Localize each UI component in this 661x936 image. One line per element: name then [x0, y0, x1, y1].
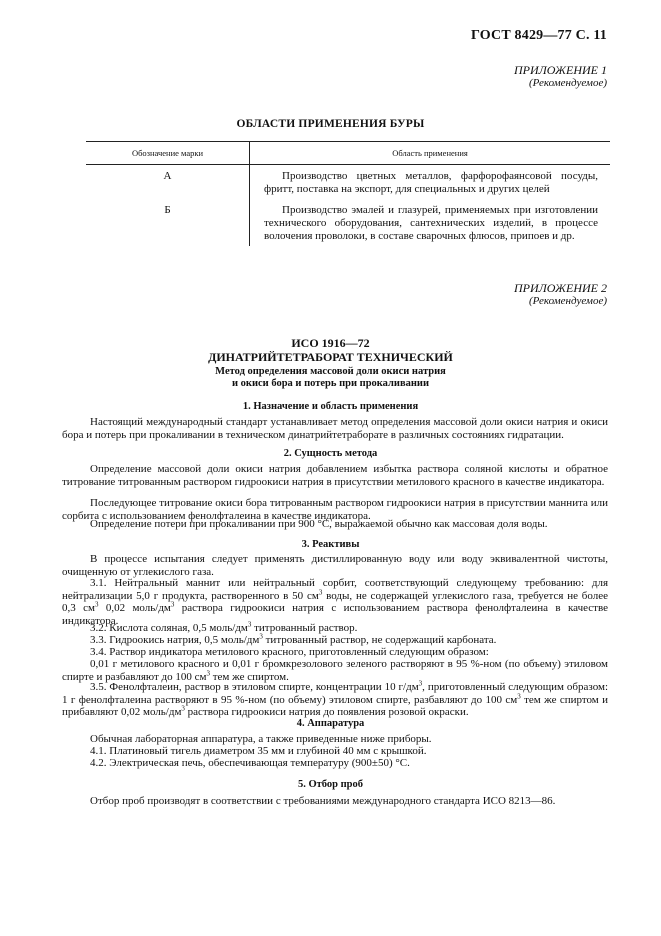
appendix-1-subtitle: (Рекомендуемое)	[528, 77, 607, 89]
column-header-use: Область применения	[392, 148, 468, 158]
section-3-title: 3. Реактивы	[301, 539, 360, 550]
section-3-intro: В процессе испытания следует применять дистиллированную воду или воду эквивалентной чистоты, очищенную от углекислого газа.	[62, 553, 608, 578]
table-header-row	[86, 142, 610, 164]
appendix-2-title: ПРИЛОЖЕНИЕ 2	[514, 281, 607, 295]
clause-4-2: 4.2. Электрическая печь, обеспечивающая температуру (900±50) °С.	[90, 757, 410, 769]
clause-3-4-text: 0,01 г метилового красного и 0,01 г бромкрезолового зеленого растворяют в 95 %-ном (по объему) этиловом спирте и разбавляют до 100 $см^3$ тем же спиртом.	[62, 658, 608, 683]
section-2-text-2: Последующее титрование окиси бора титрованным раствором гидроокиси натрия в присутствии маннита или сорбита с использованием фенолфталеина в качестве индикатора.	[62, 497, 608, 522]
iso-code: ИСО 1916—72	[291, 336, 370, 350]
clause-3-4: 3.4. Раствор индикатора метилового красного, приготовленный следующим образом:	[90, 646, 489, 658]
section-5-text: Отбор проб производят в соответствии с требованиями международного стандарта ИСО 8213—86.	[90, 795, 556, 807]
page-reference: ГОСТ 8429—77 С. 11	[470, 28, 607, 43]
borax-table	[86, 141, 610, 246]
clause-4-1: 4.1. Платиновый тигель диаметром 35 мм и глубиной 40 мм с крышкой.	[90, 745, 427, 757]
iso-standard-heading	[0, 336, 661, 364]
clause-3-1: 3.1. Нейтральный маннит или нейтральный сорбит, соответствующий следующему требованию: для нейтрализации 5,0 г продукта, растворенного в 50 $см^3$ воды, не содержащей углекислого газа, требуется не более 0,3 $см^3$ 0,02 моль/$дм^3$ раствора гидроокиси натрия с использованием раствора фенолфталеина в качестве индикатора.	[62, 577, 609, 627]
section-2-text-3: Определение потери при прокаливании при 900 °С, выражаемой обычно как массовая доля воды.	[90, 518, 548, 530]
appendix-1-label	[514, 64, 607, 90]
method-line-2: и окиси бора и потерь при прокаливании	[231, 378, 430, 389]
appendix-1-title: ПРИЛОЖЕНИЕ 1	[514, 63, 607, 77]
grade-cell: Б	[86, 199, 250, 246]
table-row	[86, 165, 610, 199]
section-1-title: 1. Назначение и область применения	[242, 401, 419, 412]
appendix-2-label	[514, 282, 607, 308]
section-5-title: 5. Отбор проб	[297, 779, 364, 790]
table-row	[86, 199, 610, 246]
clause-3-2: 3.2. Кислота соляная, 0,5 моль/$дм^3$ титрованный раствор.	[90, 620, 358, 634]
clause-3-5: 3.5. Фенолфталеин, раствор в этиловом спирте, концентрации 10 $г/дм^3$, приготовленный следующим образом: 1 г фенолфталеина растворяют в 95 %-ном (по объему) этиловом спирте, разбавляют до 100 $см^3$ тем же спиртом и прибавляют 0,02 моль/$дм^3$ раствора гидроокиси натрия до появления розовой окраски.	[62, 679, 608, 718]
method-title	[0, 366, 661, 390]
section-4-title: 4. Аппаратура	[296, 718, 365, 729]
section-2-title: 2. Сущность метода	[283, 448, 378, 459]
section-4-text: Обычная лабораторная аппаратура, а также приведенные ниже приборы.	[90, 733, 432, 745]
use-cell: Производство цветных металлов, фарфорофаянсовой посуды, фритт, поставка на экспорт, для специальных и других целей	[264, 170, 598, 195]
clause-3-3: 3.3. Гидроокись натрия, 0,5 моль/$дм^3$ титрованный раствор, не содержащий карбоната.	[90, 632, 497, 646]
section-2-text-1: Определение массовой доли окиси натрия добавлением избытка раствора соляной кислоты и обратное титрование титрованным раствором гидроокиси натрия в присутствии метилового красного в качестве индикатора.	[62, 463, 608, 488]
column-header-grade: Обозначение марки	[86, 142, 250, 164]
method-line-1: Метод определения массовой доли окиси натрия	[215, 366, 446, 377]
borax-table-title: ОБЛАСТИ ПРИМЕНЕНИЯ БУРЫ	[236, 118, 425, 130]
section-1-text: Настоящий международный стандарт устанавливает метод определения массовой доли окиси натрия и окиси бора и потерь при прокаливании в техническом динатрийтетраборате в различных состояниях гидратации.	[62, 416, 608, 441]
iso-name: ДИНАТРИЙТЕТРАБОРАТ ТЕХНИЧЕСКИЙ	[208, 350, 453, 364]
grade-cell: А	[86, 165, 250, 199]
use-cell: Производство эмалей и глазурей, применяемых при изготовлении технического оборудования, сантехнических изделий, в процессе волочения проволоки, в составе сварочных флюсов, припоев и др.	[264, 204, 598, 242]
appendix-2-subtitle: (Рекомендуемое)	[528, 295, 607, 307]
